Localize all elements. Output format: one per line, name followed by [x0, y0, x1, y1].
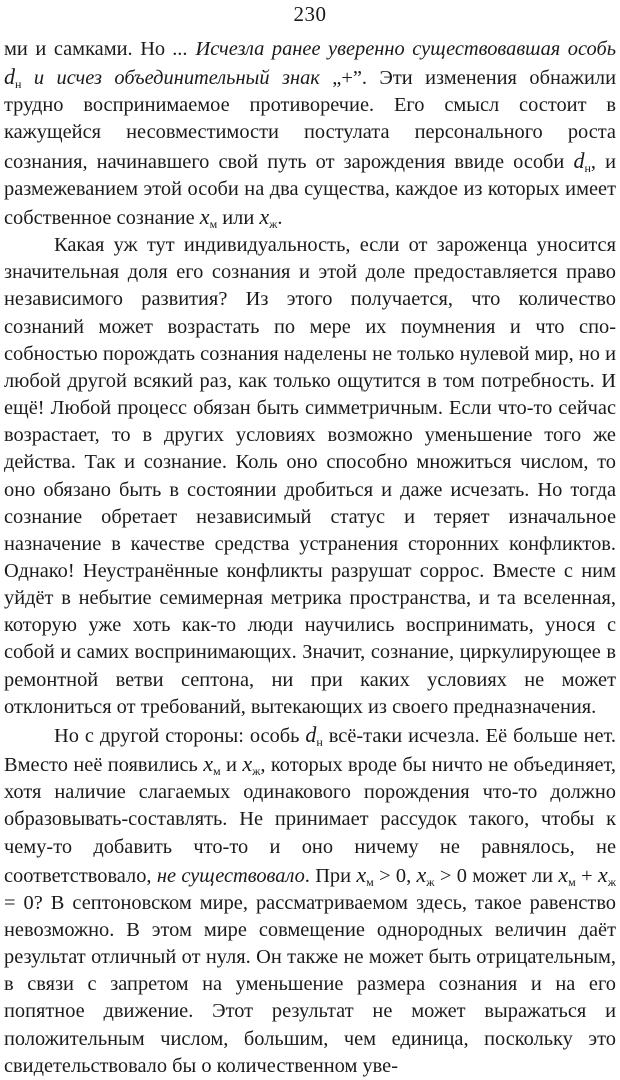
text-run: , и размежеванием этой особи на два существа, каждое из которых имеет собственное сознание	[4, 150, 617, 229]
text-run: Но с другой стороны: особь	[54, 724, 306, 747]
math-variable: d	[4, 64, 15, 90]
text-run: всё-таки исчезла. Её больше нет. Вместо неё появились	[4, 724, 616, 777]
subscript: м	[209, 216, 218, 231]
italic-text: ... Исчезла ранее уверенно существовавшая особь	[172, 38, 617, 60]
text-run: Какая уж тут индивидуальность, если от зароженца уносится значительная доля его сознания и этой доле предоставляется право независимого развития? Из этого получается, что количество сознаний может возрастать по мере их поумнения и что способностью порождать сознания наделены не только нулевой мир, но и любой другой всякий раз, как только ощутится в том потребность. И ещё! Любой процесс обязан быть симметричным. Если что-то сейчас возрастает, то в других условиях возможно уменьшение того же действа. Так и сознание. Коль оно способно множиться числом, то оно обязано быть в состоянии дробиться и даже исчезать. Но тогда сознание обретает независимый статус и теряет изначальное назначение в качестве средства устранения сторонних конфликтов. Однако! Неустранённые конфликты разрушат соррос. Вместе с ним уйдёт в небытие семимерная метрика пространства, и та вселенная, которую уже хоть как-то люди научились воспринимать, унося с собой и самих воспринимающих. Значит, сознание, циркулирующее в ремонтной ветви септона, ни при каких условиях не может отклониться от требований, вытекающих из своего предназначения.	[4, 234, 616, 718]
italic-text: не существовало	[156, 864, 305, 887]
text-run: = 0? В септоновском мире, рассматриваемом здесь, такое равенство невозможно. В этом мире совмещение однородных величин даёт результат отличный от нуля. Он также не может быть отрицательным, в связи с запретом на уменьшение размера сознания и на его попятное движение. Этот результат не может выражаться и положительным числом, большим, чем единица, поскольку это свидетельствовало бы о количественном уве-	[4, 891, 616, 1077]
subscript: н	[15, 77, 22, 92]
math-variable: x	[259, 203, 270, 229]
subscript: м	[568, 874, 576, 889]
subscript: н	[316, 734, 323, 749]
subscript: ж	[252, 764, 261, 779]
text-run: +	[575, 864, 598, 887]
subscript: ж	[426, 874, 435, 889]
text-run: . При	[304, 864, 357, 887]
paragraph	[4, 36, 616, 232]
subscript: ж	[607, 874, 616, 889]
text-run: и	[220, 754, 243, 777]
text-run: .	[277, 206, 283, 229]
text-run: > 0,	[373, 864, 417, 887]
math-variable: d	[573, 147, 585, 173]
math-variable: d	[305, 721, 317, 747]
page-number: 230	[293, 2, 327, 26]
math-variable: x	[356, 861, 367, 887]
math-variable: x	[416, 861, 427, 887]
paragraph	[4, 721, 616, 1080]
subscript: н	[584, 160, 591, 175]
subscript: ж	[269, 216, 278, 231]
math-variable: x	[199, 203, 210, 229]
text-run: или	[217, 206, 260, 229]
paragraph	[4, 232, 616, 721]
italic-text: и исчез объединительный знак	[21, 67, 333, 90]
text-run: > 0 может ли	[434, 864, 559, 887]
math-variable: x	[558, 861, 569, 887]
body-text	[4, 36, 616, 1080]
text-run: „+”. Эти изменения обнажили трудно воспринимаемое противоречие. Его смысл состоит в кажущейся несовместимости постулата персонального роста сознания, начинавшего свой путь от зарождения ввиде особи	[4, 67, 616, 173]
subscript: м	[213, 764, 221, 779]
text-run: ми и самками. Но	[4, 38, 173, 60]
subscript: м	[366, 874, 374, 889]
math-variable: x	[597, 861, 608, 887]
math-variable: x	[242, 751, 253, 777]
text-run: , которых вроде бы ничто не объединяет, хотя наличие слагаемых одинакового порождения что-то должно образовывать-составлять. Не принимает рассудок такого, чтобы к чему-то добавить что-то и оно ничему не равнялось, не соответствовало,	[4, 754, 616, 887]
math-variable: x	[203, 751, 214, 777]
